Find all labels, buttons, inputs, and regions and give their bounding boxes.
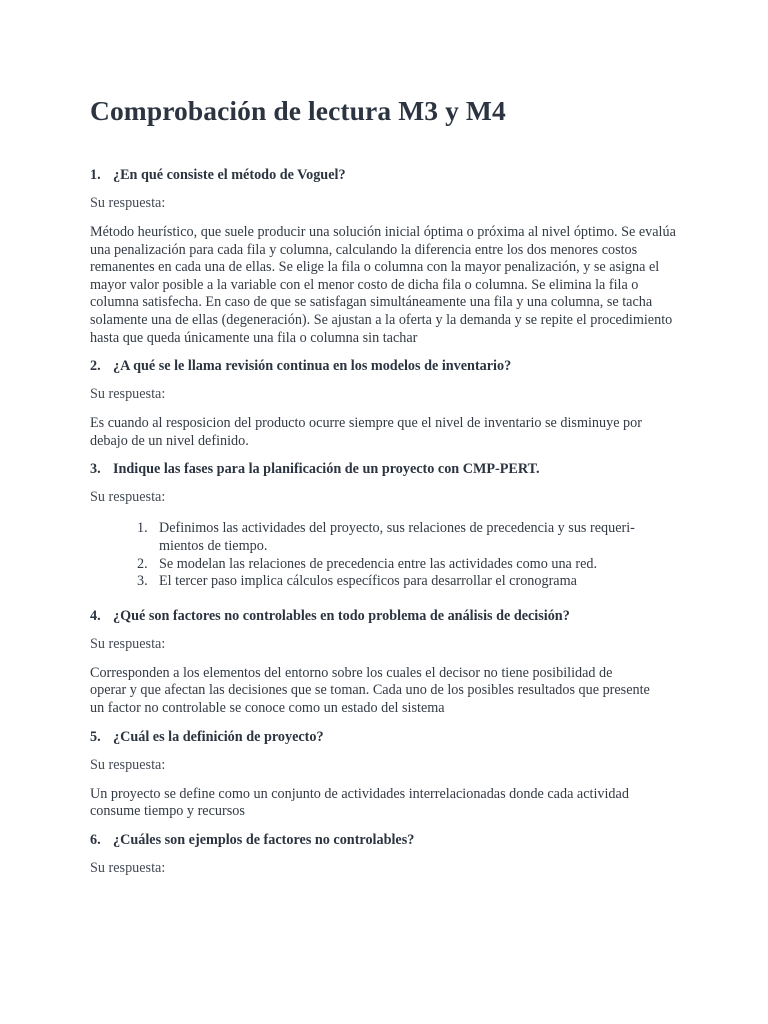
question-2-text: ¿A qué se le llama revisión continua en los modelos de inventario? xyxy=(113,358,512,375)
step-2-text: Se modelan las relaciones de precedencia entre las actividades como una red. xyxy=(159,555,598,572)
question-6-response-label: Su respuesta: xyxy=(90,859,166,876)
step-1-text: Definimos las actividades del proyecto, sus relaciones de precedencia y sus requeri-mientos de tiempo. xyxy=(159,520,635,554)
question-4-answer: Corresponden a los elementos del entorno sobre los cuales el decisor no tiene posibilidad de operar y que afectan las decisiones que se toman. Cada uno de los posibles resultados que presente un factor no controlable se conoce como un estado del sistema xyxy=(90,664,650,716)
question-3-steps-list xyxy=(90,520,680,590)
step-item-2 xyxy=(137,556,680,574)
question-5-answer: Un proyecto se define como un conjunto de actividades interrelacionadas donde cada actividad consume tiempo y recursos xyxy=(90,785,629,820)
question-1-text: ¿En qué consiste el método de Voguel? xyxy=(113,167,346,183)
page-title: Comprobación de lectura M3 y M4 xyxy=(90,95,506,126)
question-4-text: ¿Qué son factores no controlables en todo problema de análisis de decisión? xyxy=(113,607,570,624)
question-3-title xyxy=(90,460,680,478)
question-3-response-label: Su respuesta: xyxy=(90,489,166,506)
question-5-response-label: Su respuesta: xyxy=(90,756,166,773)
question-1 xyxy=(90,166,680,347)
question-1-title xyxy=(90,166,680,184)
question-6-number: 6. xyxy=(90,831,101,848)
step-item-1 xyxy=(137,520,664,555)
question-3 xyxy=(90,460,680,590)
question-5-text: ¿Cuál es la definición de proyecto? xyxy=(113,728,324,745)
step-3-text: El tercer paso implica cálculos específicos para desarrollar el cronograma xyxy=(159,573,577,590)
document-content xyxy=(90,92,680,889)
question-2-title xyxy=(90,357,680,375)
question-1-response-label: Su respuesta: xyxy=(90,195,166,211)
question-4 xyxy=(90,607,680,718)
step-1-number: 1. xyxy=(137,520,148,537)
question-4-response-label: Su respuesta: xyxy=(90,635,166,652)
step-3-number: 3. xyxy=(137,573,148,590)
question-1-number: 1. xyxy=(90,167,101,183)
question-6-title xyxy=(90,831,680,849)
question-3-text: Indique las fases para la planificación de un proyecto con CMP-PERT. xyxy=(113,461,540,478)
step-2-number: 2. xyxy=(137,555,148,572)
question-2-number: 2. xyxy=(90,358,101,375)
question-3-number: 3. xyxy=(90,461,101,478)
question-5-number: 5. xyxy=(90,728,101,745)
question-2-answer: Es cuando al resposicion del producto ocurre siempre que el nivel de inventario se disminuye por debajo de un nivel definido. xyxy=(90,415,642,449)
question-6-text: ¿Cuáles son ejemplos de factores no controlables? xyxy=(113,831,415,848)
question-6 xyxy=(90,831,680,877)
question-1-answer: Método heurístico, que suele producir una solución inicial óptima o próxima al nivel óptimo. Se evalúa una penalización para cada fila y columna, calculando la diferencia entre los dos menores costos remanentes en cada una de ellas. Se elige la fila o columna con la mayor penalización, y se asigna el mayor valor posible a la variable con el menor costo de dicha fila o columna. Se elimina la fila o columna satisfecha. En caso de que se satisfagan simultáneamente una fila y una columna, se tacha solamente una de ellas (degeneración). Se ajustan a la oferta y la demanda y se repite el procedimiento hasta que queda únicamente una fila o columna sin tachar xyxy=(90,224,676,346)
question-4-number: 4. xyxy=(90,607,101,624)
question-4-title xyxy=(90,607,680,625)
question-2-response-label: Su respuesta: xyxy=(90,386,166,403)
step-item-3 xyxy=(137,573,680,591)
question-5-title xyxy=(90,728,680,746)
question-5 xyxy=(90,728,680,821)
question-2 xyxy=(90,357,680,450)
